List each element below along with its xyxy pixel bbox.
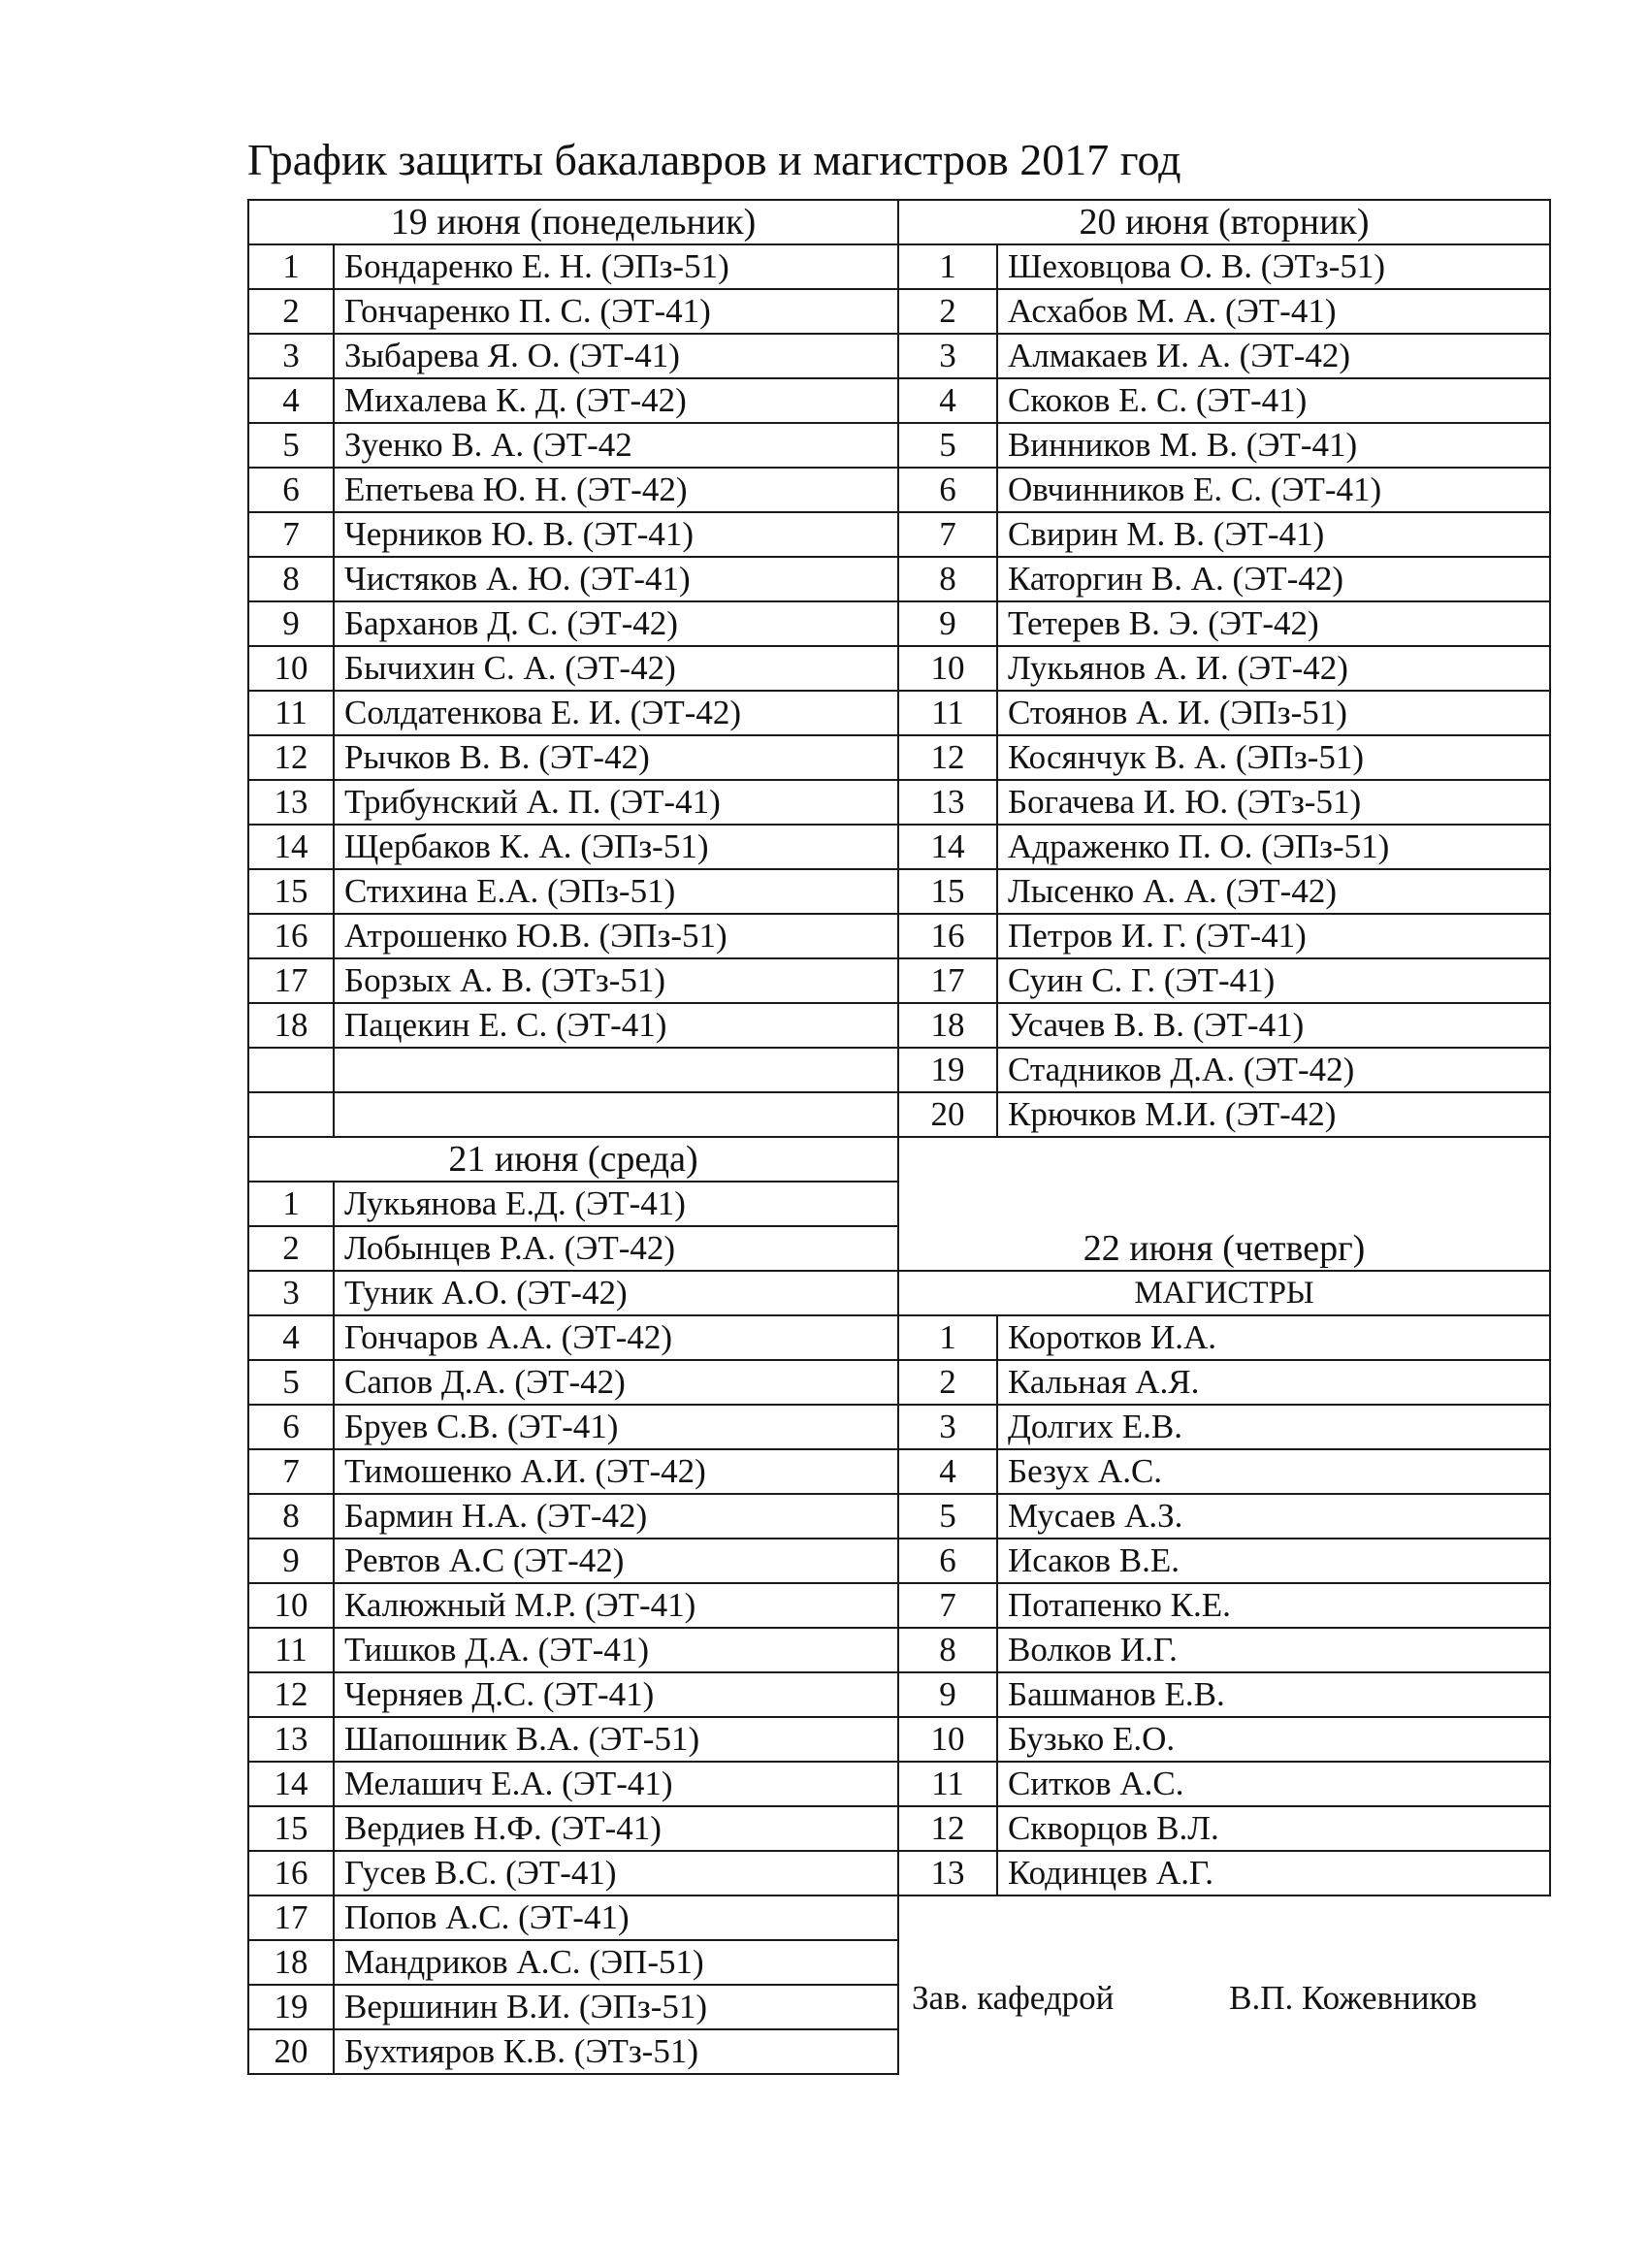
day3-row-number: 17: [248, 1895, 334, 1940]
table-row: [248, 378, 1550, 423]
day1-row-name: Барханов Д. С. (ЭТ-42): [334, 601, 898, 646]
day3-row-number: 13: [248, 1717, 334, 1762]
day1-row-number: 9: [248, 601, 334, 646]
day2-row-name: Адраженко П. О. (ЭПз-51): [997, 825, 1550, 869]
table-row: [248, 1806, 1550, 1851]
day2-row-name: Овчинников Е. С. (ЭТ-41): [997, 468, 1550, 512]
day3-row-number: 14: [248, 1762, 334, 1806]
day4-row-number: 5: [898, 1494, 997, 1539]
day4-row-number: 6: [898, 1539, 997, 1583]
day2-row-number: 8: [898, 557, 997, 601]
day2-row-name: Тетерев В. Э. (ЭТ-42): [997, 601, 1550, 646]
day2-row-name: Крючков М.И. (ЭТ-42): [997, 1092, 1550, 1137]
day1-row-number: 1: [248, 244, 334, 289]
day1-row-number: 18: [248, 1003, 334, 1048]
day1-row-number: 4: [248, 378, 334, 423]
day3-row-number: 2: [248, 1226, 334, 1271]
day4-row-name: Ситков А.С.: [997, 1762, 1550, 1806]
day3-row-number: 5: [248, 1360, 334, 1405]
day3-row-number: 8: [248, 1494, 334, 1539]
day4-spacer: [898, 1182, 1550, 1226]
day1-empty-number: [248, 1092, 334, 1137]
day4-row-number: 9: [898, 1672, 997, 1717]
day4-row-name: Башманов Е.В.: [997, 1672, 1550, 1717]
day3-row-number: 9: [248, 1539, 334, 1583]
day3-row-name: Бухтияров К.В. (ЭТз-51): [334, 2029, 898, 2074]
table-row: [248, 1851, 1550, 1895]
day3-row-name: Ревтов А.С (ЭТ-42): [334, 1539, 898, 1583]
day1-row-name: Бычихин С. А. (ЭТ-42): [334, 646, 898, 691]
day1-row-number: 12: [248, 735, 334, 780]
day3-row-name: Черняев Д.С. (ЭТ-41): [334, 1672, 898, 1717]
day1-row-number: 7: [248, 512, 334, 557]
day3-row-name: Туник А.О. (ЭТ-42): [334, 1271, 898, 1315]
day2-row-name: Скоков Е. С. (ЭТ-41): [997, 378, 1550, 423]
day4-row-number: 4: [898, 1449, 997, 1494]
day1-row-name: Зуенко В. А. (ЭТ-42: [334, 423, 898, 468]
table-row: [248, 735, 1550, 780]
day3-row-number: 3: [248, 1271, 334, 1315]
day1-row-name: Солдатенкова Е. И. (ЭТ-42): [334, 691, 898, 735]
day4-row-number: 2: [898, 1360, 997, 1405]
day2-row-number: 20: [898, 1092, 997, 1137]
table-row: [248, 468, 1550, 512]
table-row: [248, 334, 1550, 378]
table-row: [248, 200, 1550, 244]
empty-area: [898, 1895, 1550, 1940]
schedule-table: [247, 199, 1551, 2075]
day3-row-number: 15: [248, 1806, 334, 1851]
day2-row-number: 2: [898, 289, 997, 334]
table-row: [248, 1717, 1550, 1762]
day1-row-name: Рычков В. В. (ЭТ-42): [334, 735, 898, 780]
day2-row-number: 6: [898, 468, 997, 512]
day4-row-name: Долгих Е.В.: [997, 1405, 1550, 1449]
day1-row-number: 11: [248, 691, 334, 735]
table-row: [248, 1762, 1550, 1806]
day1-empty-name: [334, 1048, 898, 1092]
day2-row-number: 12: [898, 735, 997, 780]
day1-row-number: 2: [248, 289, 334, 334]
day2-row-number: 3: [898, 334, 997, 378]
day2-row-number: 19: [898, 1048, 997, 1092]
day4-row-number: 10: [898, 1717, 997, 1762]
day1-row-name: Атрошенко Ю.В. (ЭПз-51): [334, 914, 898, 958]
day1-row-name: Черников Ю. В. (ЭТ-41): [334, 512, 898, 557]
day3-row-name: Вердиев Н.Ф. (ЭТ-41): [334, 1806, 898, 1851]
day3-row-name: Бруев С.В. (ЭТ-41): [334, 1405, 898, 1449]
day4-row-name: Кальная А.Я.: [997, 1360, 1550, 1405]
day3-row-name: Гончаров А.А. (ЭТ-42): [334, 1315, 898, 1360]
day4-row-number: 1: [898, 1315, 997, 1360]
day2-row-number: 7: [898, 512, 997, 557]
day2-row-number: 4: [898, 378, 997, 423]
table-row: [248, 825, 1550, 869]
day3-row-name: Лобынцев Р.А. (ЭТ-42): [334, 1226, 898, 1271]
table-row: [248, 869, 1550, 914]
table-row: [248, 1226, 1550, 1271]
day2-row-number: 9: [898, 601, 997, 646]
day3-row-name: Шапошник В.А. (ЭТ-51): [334, 1717, 898, 1762]
day3-row-number: 11: [248, 1628, 334, 1672]
day4-row-name: Скворцов В.Л.: [997, 1806, 1550, 1851]
day2-row-name: Шеховцова О. В. (ЭТз-51): [997, 244, 1550, 289]
signature-name: В.П. Кожевников: [1229, 1979, 1477, 2017]
table-row: [248, 1583, 1550, 1628]
day4-row-name: Кодинцев А.Г.: [997, 1851, 1550, 1895]
table-row: [248, 1672, 1550, 1717]
day2-row-name: Суин С. Г. (ЭТ-41): [997, 958, 1550, 1003]
table-row: [248, 1092, 1550, 1137]
table-row: [248, 423, 1550, 468]
day3-header: 21 июня (среда): [248, 1137, 898, 1182]
day1-empty-number: [248, 1048, 334, 1092]
table-row: [248, 1182, 1550, 1226]
empty-area: [898, 2029, 1550, 2074]
day3-row-number: 7: [248, 1449, 334, 1494]
day1-row-name: Борзых А. В. (ЭТз-51): [334, 958, 898, 1003]
day2-row-number: 13: [898, 780, 997, 825]
day4-row-number: 7: [898, 1583, 997, 1628]
day3-row-name: Мелашич Е.А. (ЭТ-41): [334, 1762, 898, 1806]
table-row: [248, 1137, 1550, 1182]
day2-row-name: Косянчук В. А. (ЭПз-51): [997, 735, 1550, 780]
day1-row-number: 10: [248, 646, 334, 691]
day2-row-name: Богачева И. Ю. (ЭТз-51): [997, 780, 1550, 825]
day3-row-name: Сапов Д.А. (ЭТ-42): [334, 1360, 898, 1405]
table-row: [248, 914, 1550, 958]
day1-empty-name: [334, 1092, 898, 1137]
day2-row-name: Алмакаев И. А. (ЭТ-42): [997, 334, 1550, 378]
day1-row-number: 8: [248, 557, 334, 601]
signature-block: [912, 1979, 1477, 2018]
day3-row-number: 1: [248, 1182, 334, 1226]
day1-row-number: 15: [248, 869, 334, 914]
day1-row-name: Пацекин Е. С. (ЭТ-41): [334, 1003, 898, 1048]
day2-row-name: Асхабов М. А. (ЭТ-41): [997, 289, 1550, 334]
table-row: [248, 1271, 1550, 1315]
table-row: [248, 1048, 1550, 1092]
table-row: [248, 1003, 1550, 1048]
table-row: [248, 1315, 1550, 1360]
day1-row-name: Щербаков К. А. (ЭПз-51): [334, 825, 898, 869]
day3-row-name: Калюжный М.Р. (ЭТ-41): [334, 1583, 898, 1628]
day2-row-number: 17: [898, 958, 997, 1003]
day2-row-name: Усачев В. В. (ЭТ-41): [997, 1003, 1550, 1048]
day2-row-number: 18: [898, 1003, 997, 1048]
day2-row-number: 5: [898, 423, 997, 468]
day4-row-number: 13: [898, 1851, 997, 1895]
day1-row-number: 6: [248, 468, 334, 512]
table-row: [248, 557, 1550, 601]
day4-row-number: 8: [898, 1628, 997, 1672]
day2-row-name: Стадников Д.А. (ЭТ-42): [997, 1048, 1550, 1092]
day2-row-name: Стоянов А. И. (ЭПз-51): [997, 691, 1550, 735]
day4-row-name: Потапенко К.Е.: [997, 1583, 1550, 1628]
table-row: [248, 958, 1550, 1003]
day4-row-number: 11: [898, 1762, 997, 1806]
day3-row-number: 10: [248, 1583, 334, 1628]
table-row: [248, 1628, 1550, 1672]
day3-row-name: Мандриков А.С. (ЭП-51): [334, 1940, 898, 1985]
day2-row-number: 10: [898, 646, 997, 691]
day2-row-name: Винников М. В. (ЭТ-41): [997, 423, 1550, 468]
day2-row-number: 16: [898, 914, 997, 958]
day3-row-name: Гусев В.С. (ЭТ-41): [334, 1851, 898, 1895]
day4-row-name: Исаков В.Е.: [997, 1539, 1550, 1583]
table-row: [248, 512, 1550, 557]
day1-row-number: 16: [248, 914, 334, 958]
day1-row-number: 3: [248, 334, 334, 378]
table-row: [248, 646, 1550, 691]
day4-spacer: [898, 1137, 1550, 1182]
day1-row-number: 13: [248, 780, 334, 825]
table-row: [248, 1539, 1550, 1583]
day1-row-number: 5: [248, 423, 334, 468]
day1-row-number: 14: [248, 825, 334, 869]
day4-header: 22 июня (четверг): [898, 1226, 1550, 1271]
table-row: [248, 1405, 1550, 1449]
day1-row-name: Зыбарева Я. О. (ЭТ-41): [334, 334, 898, 378]
signature-position: Зав. кафедрой: [912, 1979, 1115, 2017]
day4-row-name: Бузько Е.О.: [997, 1717, 1550, 1762]
day3-row-name: Тишков Д.А. (ЭТ-41): [334, 1628, 898, 1672]
table-row: [248, 244, 1550, 289]
day2-row-number: 1: [898, 244, 997, 289]
day1-row-name: Епетьева Ю. Н. (ЭТ-42): [334, 468, 898, 512]
day3-row-number: 19: [248, 1985, 334, 2029]
day3-row-name: Бармин Н.А. (ЭТ-42): [334, 1494, 898, 1539]
day1-row-name: Михалева К. Д. (ЭТ-42): [334, 378, 898, 423]
day1-row-name: Бондаренко Е. Н. (ЭПз-51): [334, 244, 898, 289]
day4-row-name: Безух А.С.: [997, 1449, 1550, 1494]
day2-header: 20 июня (вторник): [898, 200, 1550, 244]
table-row: [248, 289, 1550, 334]
table-row: [248, 601, 1550, 646]
day3-row-number: 4: [248, 1315, 334, 1360]
table-row: [248, 1494, 1550, 1539]
day4-row-number: 12: [898, 1806, 997, 1851]
day1-row-number: 17: [248, 958, 334, 1003]
day4-row-number: 3: [898, 1405, 997, 1449]
day3-row-number: 12: [248, 1672, 334, 1717]
day3-row-name: Лукьянова Е.Д. (ЭТ-41): [334, 1182, 898, 1226]
day2-row-name: Петров И. Г. (ЭТ-41): [997, 914, 1550, 958]
day2-row-number: 11: [898, 691, 997, 735]
day3-row-name: Вершинин В.И. (ЭПз-51): [334, 1985, 898, 2029]
day4-subheader: МАГИСТРЫ: [898, 1271, 1550, 1315]
day1-row-name: Трибунский А. П. (ЭТ-41): [334, 780, 898, 825]
day3-row-name: Попов А.С. (ЭТ-41): [334, 1895, 898, 1940]
day1-header: 19 июня (понедельник): [248, 200, 898, 244]
table-row: [248, 1895, 1550, 1940]
day1-row-name: Чистяков А. Ю. (ЭТ-41): [334, 557, 898, 601]
table-row: [248, 1449, 1550, 1494]
table-row: [248, 2029, 1550, 2074]
day3-row-name: Тимошенко А.И. (ЭТ-42): [334, 1449, 898, 1494]
day2-row-name: Лукьянов А. И. (ЭТ-42): [997, 646, 1550, 691]
page-title: График защиты бакалавров и магистров 2017 год: [247, 135, 1181, 184]
day1-row-name: Гончаренко П. С. (ЭТ-41): [334, 289, 898, 334]
table-row: [248, 691, 1550, 735]
day2-row-name: Свирин М. В. (ЭТ-41): [997, 512, 1550, 557]
day3-row-number: 6: [248, 1405, 334, 1449]
day2-row-number: 15: [898, 869, 997, 914]
day3-row-number: 18: [248, 1940, 334, 1985]
day3-row-number: 20: [248, 2029, 334, 2074]
day2-row-name: Лысенко А. А. (ЭТ-42): [997, 869, 1550, 914]
day4-row-name: Мусаев А.З.: [997, 1494, 1550, 1539]
day2-row-number: 14: [898, 825, 997, 869]
day3-row-number: 16: [248, 1851, 334, 1895]
day1-row-name: Стихина Е.А. (ЭПз-51): [334, 869, 898, 914]
table-row: [248, 780, 1550, 825]
day2-row-name: Каторгин В. А. (ЭТ-42): [997, 557, 1550, 601]
day4-row-name: Волков И.Г.: [997, 1628, 1550, 1672]
day4-row-name: Коротков И.А.: [997, 1315, 1550, 1360]
table-row: [248, 1360, 1550, 1405]
